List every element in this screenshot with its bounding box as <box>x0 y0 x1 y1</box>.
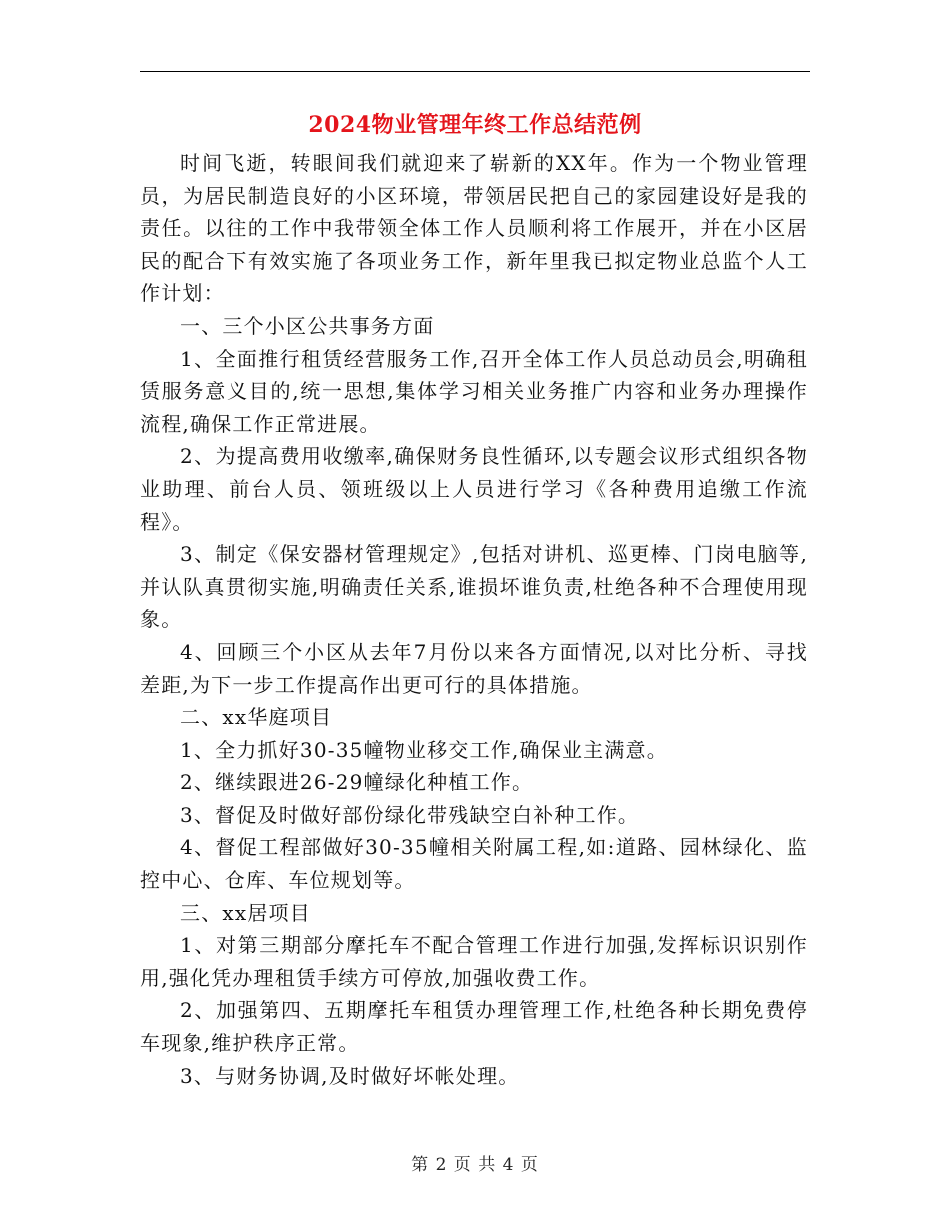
list-item: 1、对第三期部分摩托车不配合管理工作进行加强,发挥标识识别作用,强化凭办理租赁手续方可停放,加强收费工作。 <box>140 933 808 990</box>
document-title: 2024物业管理年终工作总结范例 <box>308 112 642 138</box>
header-rule <box>140 71 810 72</box>
page-footer: 第 2 页 共 4 页 <box>411 1155 539 1175</box>
list-item: 3、制定《保安器材管理规定》,包括对讲机、巡更棒、门岗电脑等,并认队真贯彻实施,明确责任关系,谁损坏谁负责,杜绝各种不合理使用现象。 <box>140 542 808 632</box>
section-heading-public-affairs: 一、三个小区公共事务方面 <box>180 313 435 338</box>
list-item: 3、督促及时做好部份绿化带残缺空白补种工作。 <box>180 802 640 827</box>
intro-paragraph: 时间飞逝，转眼间我们就迎来了崭新的XX年。作为一个物业管理员，为居民制造良好的小区环境，带领居民把自己的家园建设好是我的责任。以往的工作中我带领全体工作人员顺利将工作展开，并在小区居民的配合下有效实施了各项业务工作，新年里我已拟定物业总监个人工作计划： <box>140 151 808 306</box>
list-item: 4、督促工程部做好30-35幢相关附属工程,如:道路、园林绿化、监控中心、仓库、车位规划等。 <box>140 835 808 893</box>
section-heading-ju: 三、xx居项目 <box>180 900 311 925</box>
list-item: 1、全面推行租赁经营服务工作,召开全体工作人员总动员会,明确租赁服务意义目的,统一思想,集体学习相关业务推广内容和业务办理操作流程,确保工作正常进展。 <box>140 346 808 436</box>
list-item: 2、加强第四、五期摩托车租赁办理管理工作,杜绝各种长期免费停车现象,维护秩序正常。 <box>140 998 808 1056</box>
list-item: 3、与财务协调,及时做好坏帐处理。 <box>180 1063 520 1088</box>
section-heading-huating: 二、xx华庭项目 <box>180 705 333 730</box>
list-item: 4、回顾三个小区从去年7月份以来各方面情况,以对比分析、寻找差距,为下一步工作提高作出更可行的具体措施。 <box>140 639 808 697</box>
document-body <box>140 147 808 1092</box>
list-item: 1、全力抓好30-35幢物业移交工作,确保业主满意。 <box>180 737 668 762</box>
list-item: 2、为提高费用收缴率,确保财务良性循环,以专题会议形式组织各物业助理、前台人员、领班级以上人员进行学习《各种费用追缴工作流程》。 <box>140 444 808 534</box>
list-item: 2、继续跟进26-29幢绿化种植工作。 <box>180 770 534 795</box>
